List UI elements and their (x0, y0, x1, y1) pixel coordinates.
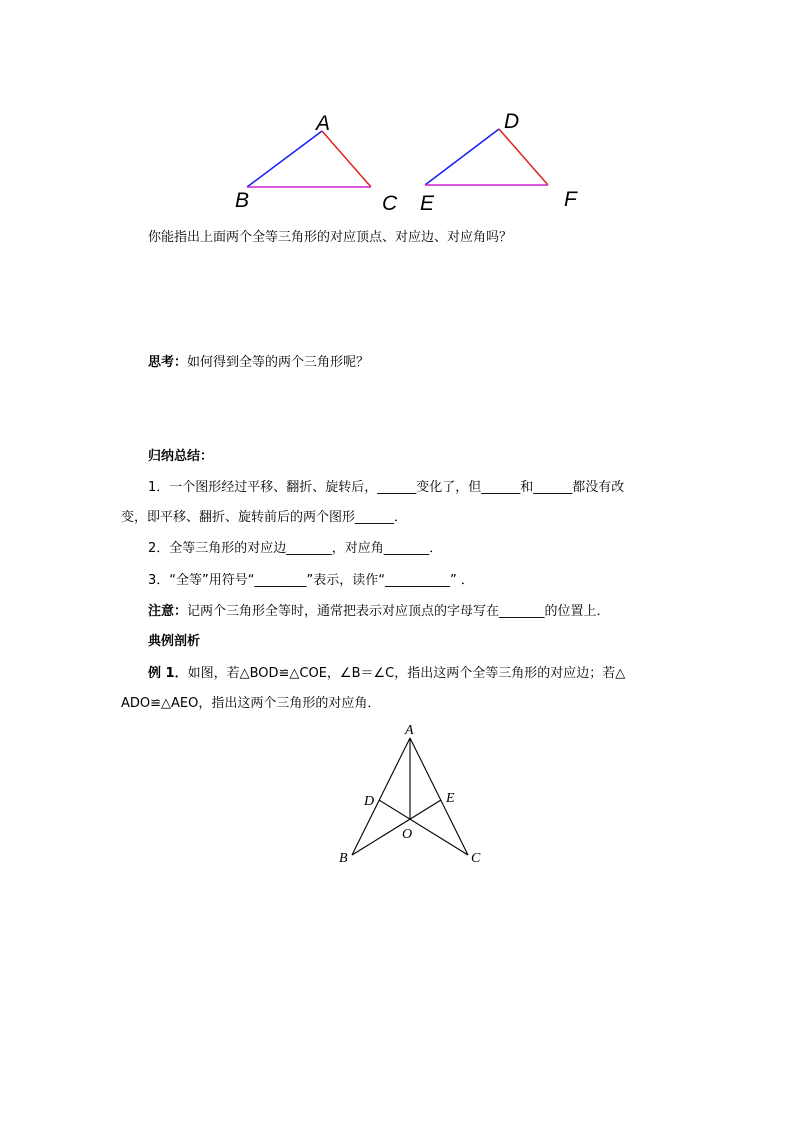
summary-heading: 归纳总结： (148, 449, 214, 464)
summary-item-1-line-2: 变，即平移、翻折、旋转前后的两个图形______． (121, 510, 408, 525)
fig-label-c: C (471, 851, 481, 866)
segment-ac (322, 131, 371, 187)
segment-de (425, 129, 499, 185)
fig-label-e: E (446, 791, 455, 806)
summary-item-3: 3．“全等”用符号“________”表示，读作“__________” ． (148, 573, 474, 588)
summary-item-2: 2．全等三角形的对应边_______，对应角_______． (148, 541, 443, 556)
fig-label-d: D (364, 794, 375, 809)
question-text: 你能指出上面两个全等三角形的对应顶点、对应边、对应角吗？ (148, 230, 513, 245)
note-paragraph (148, 604, 610, 620)
label-a: A (316, 112, 331, 135)
label-f: F (564, 188, 577, 211)
summary-item-1-line-1: 1．一个图形经过平移、翻折、旋转后，______变化了，但______和______都没有改 (148, 480, 625, 495)
fig-label-a: A (405, 723, 414, 738)
fig-label-o: O (402, 827, 413, 842)
segment-df (499, 129, 548, 185)
example-label: 例 1． (148, 666, 188, 681)
fig-label-b: B (339, 851, 348, 866)
label-e: E (420, 192, 435, 215)
think-text: 如何得到全等的两个三角形呢？ (187, 355, 370, 370)
note-label: 注意： (148, 604, 188, 619)
example-text-1: 如图，若△BOD≌△COE，∠B＝∠C，指出这两个全等三角形的对应边；若△ (187, 666, 626, 681)
label-c: C (382, 192, 398, 215)
think-paragraph (148, 355, 369, 371)
label-b: B (235, 189, 250, 212)
note-text: 记两个三角形全等时，通常把表示对应顶点的字母写在_______的位置上． (187, 604, 610, 619)
label-d: D (504, 110, 520, 133)
example-line-1 (148, 666, 625, 682)
think-label: 思考： (148, 355, 188, 370)
example-line-2: ADO≌△AEO，指出这两个三角形的对应角． (121, 696, 381, 711)
example-heading: 典例剖析 (148, 634, 201, 649)
segment-ab (247, 131, 322, 187)
